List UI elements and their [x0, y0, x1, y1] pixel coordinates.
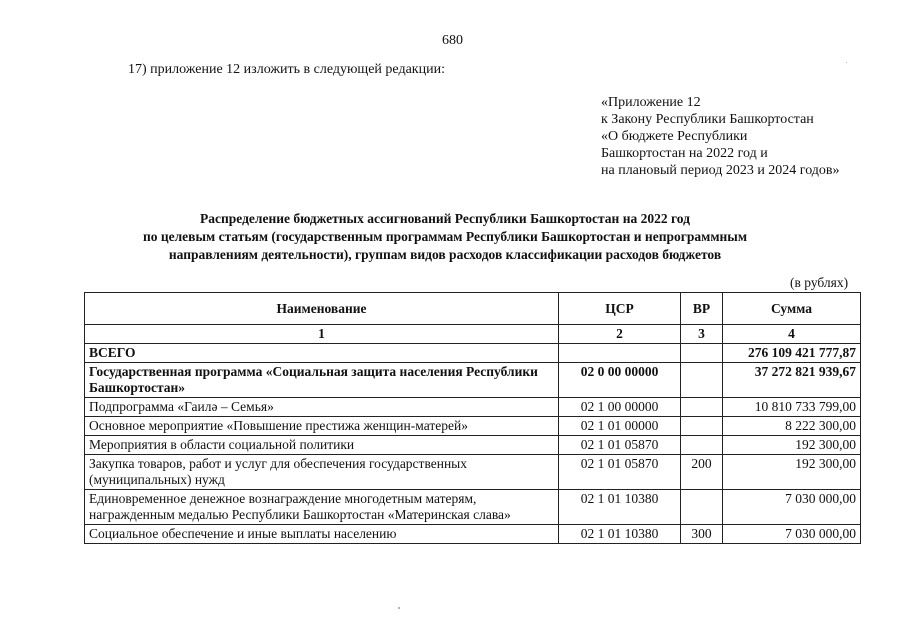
row-sum: 37 272 821 939,67: [723, 363, 861, 398]
row-sum: 10 810 733 799,00: [723, 398, 861, 417]
column-number: 1: [85, 325, 559, 344]
row-name: ВСЕГО: [85, 344, 559, 363]
header-vr: ВР: [681, 293, 723, 325]
column-number: 4: [723, 325, 861, 344]
scan-speck: [846, 62, 847, 63]
row-sum: 8 222 300,00: [723, 417, 861, 436]
row-vr: [681, 344, 723, 363]
row-csr: 02 1 01 05870: [559, 436, 681, 455]
row-vr: [681, 363, 723, 398]
column-number: 2: [559, 325, 681, 344]
appendix-line: к Закону Республики Башкортостан: [601, 112, 814, 127]
row-csr: 02 1 01 10380: [559, 490, 681, 525]
row-csr: 02 1 01 05870: [559, 455, 681, 490]
row-csr: 02 1 01 10380: [559, 525, 681, 544]
appendix-reference: [601, 94, 840, 179]
table-row: [85, 398, 861, 417]
row-name: Мероприятия в области социальной политики: [85, 436, 559, 455]
header-csr: ЦСР: [559, 293, 681, 325]
column-number-row: [85, 325, 861, 344]
intro-text: 17) приложение 12 изложить в следующей редакции:: [128, 62, 445, 77]
row-name: Государственная программа «Социальная защита населения Республики Башкортостан»: [85, 363, 559, 398]
row-name: Подпрограмма «Гаилә – Семья»: [85, 398, 559, 417]
row-vr: [681, 417, 723, 436]
scan-speck: [398, 607, 400, 609]
page-number: 680: [442, 33, 463, 48]
table-header-row: [85, 293, 861, 325]
table-row: [85, 525, 861, 544]
title-line: направлениям деятельности), группам видов расходов классификации расходов бюджетов: [168, 247, 722, 262]
row-sum: 7 030 000,00: [723, 525, 861, 544]
table-row: [85, 363, 861, 398]
table-row: [85, 455, 861, 490]
row-name: Социальное обеспечение и иные выплаты населению: [85, 525, 559, 544]
appendix-line: на плановый период 2023 и 2024 годов»: [601, 163, 840, 178]
row-name: Основное мероприятие «Повышение престижа женщин-матерей»: [85, 417, 559, 436]
row-vr: 200: [681, 455, 723, 490]
row-sum: 192 300,00: [723, 455, 861, 490]
column-number: 3: [681, 325, 723, 344]
row-csr: [559, 344, 681, 363]
document-title: [80, 210, 810, 264]
row-vr: [681, 398, 723, 417]
title-line: по целевым статьям (государственным программам Республики Башкортостан и непрограммным: [142, 229, 748, 244]
row-vr: 300: [681, 525, 723, 544]
appendix-line: «О бюджете Республики: [601, 129, 748, 144]
header-name: Наименование: [85, 293, 559, 325]
table-row: [85, 417, 861, 436]
table-row: [85, 344, 861, 363]
appendix-line: «Приложение 12: [601, 95, 701, 110]
title-line: Распределение бюджетных ассигнований Республики Башкортостан на 2022 год: [200, 211, 690, 226]
row-csr: 02 1 01 00000: [559, 417, 681, 436]
table-row: [85, 490, 861, 525]
row-sum: 192 300,00: [723, 436, 861, 455]
appendix-line: Башкортостан на 2022 год и: [601, 146, 768, 161]
units-label: (в рублях): [790, 275, 849, 290]
row-name: Закупка товаров, работ и услуг для обеспечения государственных (муниципальных) нужд: [85, 455, 559, 490]
budget-table: [84, 292, 861, 544]
table-row: [85, 436, 861, 455]
row-csr: 02 0 00 00000: [559, 363, 681, 398]
row-vr: [681, 490, 723, 525]
row-vr: [681, 436, 723, 455]
header-sum: Сумма: [723, 293, 861, 325]
row-sum: 276 109 421 777,87: [723, 344, 861, 363]
row-csr: 02 1 00 00000: [559, 398, 681, 417]
row-sum: 7 030 000,00: [723, 490, 861, 525]
row-name: Единовременное денежное вознаграждение многодетным матерям, награжденным медалью Республики Башкортостан «Материнская слава»: [85, 490, 559, 525]
